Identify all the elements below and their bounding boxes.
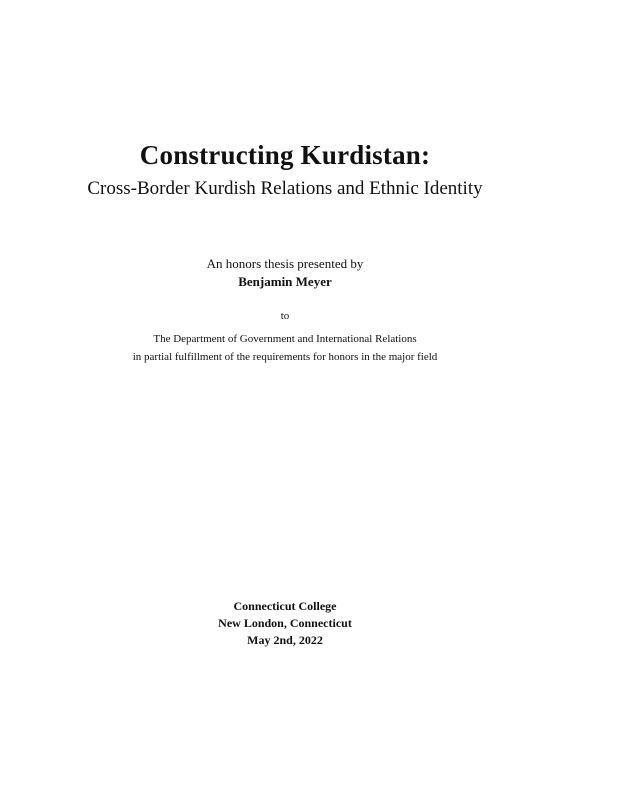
presented-by-text: An honors thesis presented by [206,256,364,271]
institution-location: New London, Connecticut [218,616,352,630]
department-text: The Department of Government and International Relations [153,333,417,345]
to-text: to [280,310,290,322]
institution-name: Connecticut College [233,599,337,613]
submission-date: May 2nd, 2022 [247,633,323,647]
fulfillment-text: in partial fulfillment of the requirements for honors in the major field [132,351,438,363]
thesis-subtitle: Cross-Border Kurdish Relations and Ethnic Identity [87,178,483,199]
thesis-title: Constructing Kurdistan: [139,140,431,170]
author-name: Benjamin Meyer [238,274,332,289]
